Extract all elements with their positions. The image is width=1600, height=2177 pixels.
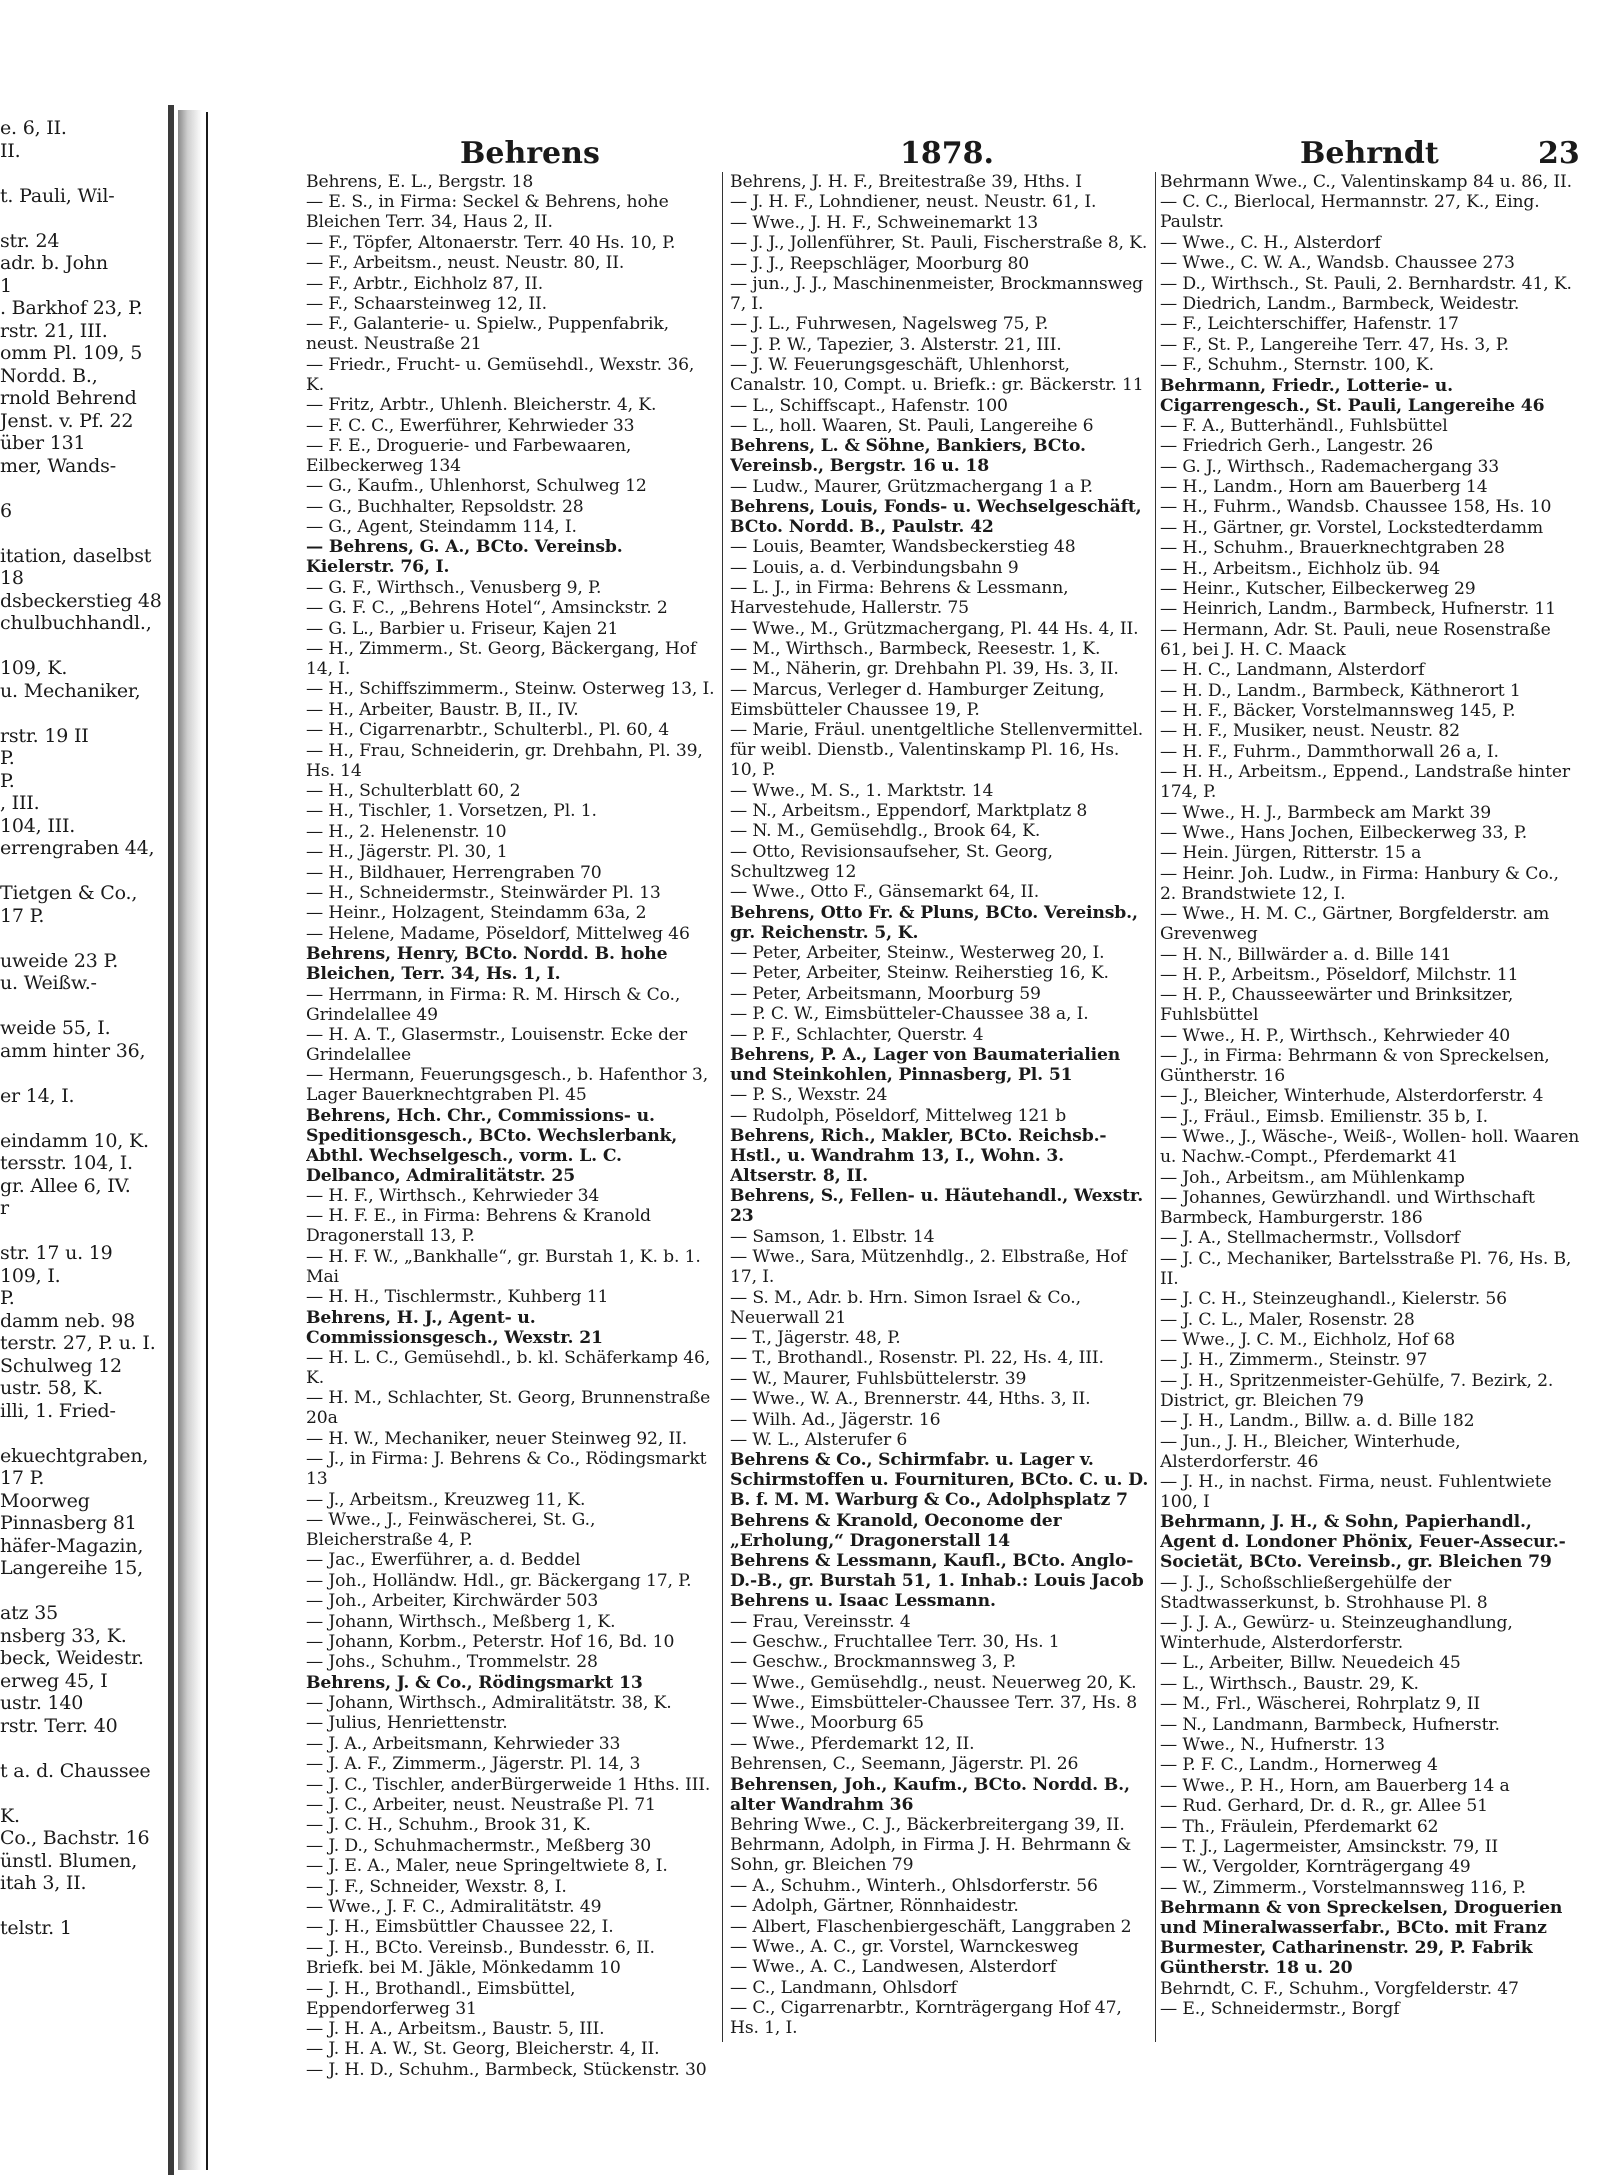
directory-entry: — H., Arbeiter, Baustr. B, II., IV. [306, 699, 579, 720]
directory-entry: — Frau, Vereinsstr. 4 [730, 1611, 911, 1632]
left-page-line: P. [0, 1287, 15, 1309]
directory-entry: — J. F., Schneider, Wexstr. 8, I. [306, 1876, 567, 1897]
directory-entry: — H., Arbeitsm., Eichholz üb. 94 [1160, 558, 1440, 579]
directory-entry: — P. C. W., Eimsbütteler-Chaussee 38 a, I. [730, 1004, 1089, 1025]
directory-entry: — H. C., Landmann, Alsterdorf [1160, 660, 1425, 681]
left-page-line: gr. Allee 6, IV. [0, 1174, 131, 1197]
directory-entry: — H., Frau, Schneiderin, gr. Drehbahn, Pl. 39, Hs. 14 [306, 740, 703, 781]
directory-entry: — J. E. A., Maler, neue Springeltwiete 8, I. [306, 1856, 668, 1877]
directory-entry: — F., Töpfer, Altonaerstr. Terr. 40 Hs. 10, P. [306, 232, 676, 253]
directory-entry: — A., Schuhm., Winterh., Ohlsdorferstr. 56 [730, 1875, 1098, 1896]
directory-entry: Behrens, Otto Fr. & Pluns, BCto. Vereinsb., gr. Reichenstr. 5, K. [730, 902, 1138, 943]
directory-entry: — N., Arbeitsm., Eppendorf, Marktplatz 8 [730, 800, 1088, 821]
directory-entry: — Behrens, G. A., BCto. Vereinsb. Kielerstr. 76, I. [306, 537, 623, 578]
directory-entry: — G. L., Barbier u. Friseur, Kajen 21 [306, 618, 619, 639]
directory-entry: — J., Fräul., Eimsb. Emilienstr. 35 b, I. [1160, 1106, 1488, 1127]
left-page-line: rstr. Terr. 40 [0, 1714, 118, 1737]
left-page-line: über 131 [0, 432, 86, 454]
directory-entry: Behrens & Kranold, Oeconome der „Erholung,“ Dragonerstall 14 [730, 1510, 1062, 1551]
directory-entry: — E., Schneidermstr., Borgf [1160, 1998, 1400, 2019]
directory-entry: — Wwe., J., Feinwäscherei, St. G., Bleicherstraße 4, P. [306, 1509, 596, 1550]
directory-entry: — G. F., Wirthsch., Venusberg 9, P. [306, 577, 602, 598]
directory-entry: — H. P., Arbeitsm., Pöseldorf, Milchstr. 11 [1160, 964, 1519, 985]
page-header [300, 136, 1580, 176]
directory-entry: Behrmann, Friedr., Lotterie- u. Cigarrengesch., St. Pauli, Langereihe 46 [1160, 375, 1545, 416]
directory-entry: — P. S., Wexstr. 24 [730, 1085, 888, 1106]
directory-entry: — jun., J. J., Maschinenmeister, Brockmannsweg 7, I. [730, 273, 1143, 314]
directory-entry: — Wwe., H. M. C., Gärtner, Borgfelderstr. am Grevenweg [1160, 904, 1550, 945]
left-page-line: Schulweg 12 [0, 1354, 122, 1377]
directory-entry: — J., in Firma: Behrmann & von Spreckelsen, Güntherstr. 16 [1160, 1046, 1550, 1087]
directory-entry: — Wwe., H. P., Wirthsch., Kehrwieder 40 [1160, 1025, 1511, 1046]
left-page-line: chulbuchhandl., [0, 612, 152, 634]
directory-entry: — W., Vergolder, Kornträgergang 49 [1160, 1857, 1471, 1878]
left-page-line: weide 55, I. [0, 1017, 111, 1039]
left-page-line: u. Mechaniker, [0, 679, 141, 702]
directory-entry: — Friedr., Frucht- u. Gemüsehdl., Wexstr. 36, K. [306, 354, 695, 395]
directory-entry: — Louis, Beamter, Wandsbeckerstieg 48 [730, 537, 1076, 558]
directory-entry: — Joh., Arbeiter, Kirchwärder 503 [306, 1591, 599, 1612]
directory-entry: — J. D., Schuhmachermstr., Meßberg 30 [306, 1835, 652, 1856]
directory-entry: — J. P. W., Tapezier, 3. Alsterstr. 21, III. [730, 334, 1062, 355]
directory-entry: Behrensen, Joh., Kaufm., BCto. Nordd. B., alter Wandrahm 36 [730, 1774, 1130, 1815]
left-page-line: 1 [0, 274, 12, 297]
directory-entry: Behrens, Hch. Chr., Commissions- u. Speditionsgesch., BCto. Wechslerbank, Abthl. Wechselgesch., vorm. L. C. Delbanco, Admiralitätstr. 25 [306, 1105, 678, 1186]
directory-entry: — H. M., Schlachter, St. Georg, Brunnenstraße 20a [306, 1388, 711, 1429]
directory-entry: — J. W. Feuerungsgeschäft, Uhlenhorst, Canalstr. 10, Compt. u. Briefk.: gr. Bäckerstr. 11 [730, 355, 1144, 396]
left-page-line: tersstr. 104, I. [0, 1152, 133, 1174]
directory-entry: — Wwe., H. J., Barmbeck am Markt 39 [1160, 802, 1491, 823]
directory-entry: — Fritz, Arbtr., Uhlenh. Bleicherstr. 4, K. [306, 395, 657, 416]
directory-entry: — Johs., Schuhm., Trommelstr. 28 [306, 1652, 598, 1673]
directory-entry: — Wilh. Ad., Jägerstr. 16 [730, 1409, 941, 1430]
directory-entry: — P. F., Schlachter, Querstr. 4 [730, 1024, 984, 1045]
directory-entry: — J., in Firma: J. Behrens & Co., Rödingsmarkt 13 [306, 1449, 707, 1490]
left-page-line: telstr. 1 [0, 1917, 72, 1939]
directory-entry: — Jun., J. H., Bleicher, Winterhude, Alsterdorferstr. 46 [1160, 1431, 1461, 1472]
directory-entry: — T., Brothandl., Rosenstr. Pl. 22, Hs. 4, III. [730, 1348, 1104, 1369]
directory-entry: — F., Galanterie- u. Spielw., Puppenfabrik, neust. Neustraße 21 [306, 314, 669, 355]
directory-entry: — J. A., Arbeitsmann, Kehrwieder 33 [306, 1733, 621, 1754]
directory-entry: — L., holl. Waaren, St. Pauli, Langereihe 6 [730, 415, 1094, 436]
directory-column-2 [730, 172, 1150, 2162]
left-page-line: P. [0, 747, 15, 769]
left-page-line: Pinnasberg 81 [0, 1512, 137, 1534]
directory-entry: Behrens, H. J., Agent- u. Commissionsgesch., Wexstr. 21 [306, 1307, 603, 1348]
left-page-line: II. [0, 139, 21, 162]
directory-entry: Behrmann, J. H., & Sohn, Papierhandl., Agent d. Londoner Phönix, Feuer-Assecur.-Societät, BCto. Vereinsb., gr. Bleichen 79 [1160, 1512, 1566, 1573]
directory-entry: — F., Arbeitsm., neust. Neustr. 80, II. [306, 253, 625, 274]
directory-entry: — J. J., Schoßschließergehülfe der Stadtwasserkunst, b. Strohhause Pl. 8 [1160, 1572, 1488, 1613]
directory-entry: — Johann, Wirthsch., Admiralitätstr. 38, K. [306, 1693, 672, 1714]
directory-entry: — F., Leichterschiffer, Hafenstr. 17 [1160, 314, 1459, 335]
directory-entry: — J. H., Eimsbüttler Chaussee 22, I. [306, 1917, 614, 1938]
directory-entry: — S. M., Adr. b. Hrn. Simon Israel & Co., Neuerwall 21 [730, 1287, 1081, 1328]
directory-entry: Behrens & Lessmann, Kaufl., BCto. Anglo-D.-B., gr. Burstah 51, 1. Inhab.: Louis Jacob Behrens u. Isaac Lessmann. [730, 1551, 1144, 1612]
directory-entry: — W. L., Alsterufer 6 [730, 1429, 908, 1450]
directory-entry: — H. F., Wirthsch., Kehrwieder 34 [306, 1186, 600, 1207]
left-page-line: mer, Wands- [0, 454, 116, 477]
left-page-line: 6 [0, 499, 12, 522]
directory-entry: — L., Wirthsch., Baustr. 29, K. [1160, 1673, 1419, 1694]
left-page-line: adr. b. John [0, 252, 108, 274]
directory-entry: — H. W., Mechaniker, neuer Steinweg 92, II. [306, 1428, 688, 1449]
directory-entry: Behring Wwe., C. J., Bäckerbreitergang 39, II. [730, 1815, 1125, 1836]
directory-entry: — Hein. Jürgen, Ritterstr. 15 a [1160, 843, 1422, 864]
directory-entry: — J. A. F., Zimmerm., Jägerstr. Pl. 14, 3 [306, 1754, 641, 1775]
directory-entry: Behrens, L. & Söhne, Bankiers, BCto. Vereinsb., Bergstr. 16 u. 18 [730, 436, 1086, 477]
directory-entry: — J. H., Spritzenmeister-Gehülfe, 7. Bezirk, 2. District, gr. Bleichen 79 [1160, 1370, 1554, 1411]
left-page-line: itation, daselbst [0, 544, 152, 567]
directory-entry: — Heinr., Kutscher, Eilbeckerweg 29 [1160, 579, 1476, 600]
directory-entry: — T., Jägerstr. 48, P. [730, 1328, 901, 1349]
directory-entry: Behrens, S., Fellen- u. Häutehandl., Wexstr. 23 [730, 1186, 1144, 1227]
directory-entry: Behrmann & von Spreckelsen, Droguerien und Mineralwasserfabr., BCto. mit Franz Burmester, Catharinenstr. 29, P. Fabrik Güntherstr. 18 u. 20 [1160, 1898, 1563, 1979]
left-page-line: rnold Behrend [0, 387, 137, 409]
left-page-line: 109, I. [0, 1264, 61, 1287]
directory-entry: — G. F. C., „Behrens Hotel“, Amsinckstr. 2 [306, 598, 668, 619]
left-page-line: u. Weißw.- [0, 972, 97, 994]
left-page-line: Jenst. v. Pf. 22 [0, 409, 134, 432]
directory-entry: — Hermann, Feuerungsgesch., b. Hafenthor 3, Lager Bauerknechtgraben Pl. 45 [306, 1065, 709, 1106]
directory-entry: — H., Fuhrm., Wandsb. Chaussee 158, Hs. 10 [1160, 497, 1552, 518]
directory-entry: — H., 2. Helenenstr. 10 [306, 821, 507, 842]
left-page-line: ünstl. Blumen, [0, 1849, 138, 1872]
directory-entry: — J. L., Fuhrwesen, Nagelsweg 75, P. [730, 314, 1049, 335]
left-page-line: atz 35 [0, 1602, 58, 1624]
directory-entry: — Herrmann, in Firma: R. M. Hirsch & Co., Grindelallee 49 [306, 984, 681, 1025]
left-page-line: ustr. 140 [0, 1692, 84, 1714]
left-page-line: beck, Weidestr. [0, 1647, 144, 1669]
directory-entry: — H. D., Landm., Barmbeck, Käthnerort 1 [1160, 680, 1521, 701]
directory-entry: — J. H., Zimmerm., Steinstr. 97 [1160, 1350, 1428, 1371]
directory-entry: — C., Landmann, Ohlsdorf [730, 1977, 957, 1998]
directory-entry: — Wwe., M. S., 1. Marktstr. 14 [730, 780, 994, 801]
left-page-line: er 14, I. [0, 1084, 75, 1107]
directory-entry: — J. H., Brothandl., Eimsbüttel, Eppendorferweg 31 [306, 1978, 576, 2019]
directory-entry: — G., Kaufm., Uhlenhorst, Schulweg 12 [306, 476, 647, 497]
directory-entry: Behrens, E. L., Bergstr. 18 [306, 172, 534, 192]
directory-entry: — Wwe., W. A., Brennerstr. 44, Hths. 3, II. [730, 1389, 1091, 1410]
directory-entry: — W., Zimmerm., Vorstelmannsweg 116, P. [1160, 1877, 1526, 1898]
directory-entry: — Peter, Arbeiter, Steinw. Reiherstieg 16, K. [730, 963, 1109, 984]
directory-entry: — Albert, Flaschenbiergeschäft, Langgraben 2 [730, 1916, 1132, 1937]
directory-entry: — Wwe., C. W. A., Wandsb. Chaussee 273 [1160, 253, 1515, 274]
column-divider [722, 172, 723, 2042]
left-page-line: ustr. 58, K. [0, 1377, 103, 1399]
directory-entry: — Friedrich Gerh., Langestr. 26 [1160, 436, 1434, 457]
directory-entry: — J. H., Landm., Billw. a. d. Bille 182 [1160, 1411, 1475, 1432]
directory-entry: Behrndt, C. F., Schuhm., Vorgfelderstr. 47 [1160, 1978, 1519, 1999]
directory-entry: Behrens, Louis, Fonds- u. Wechselgeschäft, BCto. Nordd. B., Paulstr. 42 [730, 497, 1142, 538]
directory-entry: Behrens & Co., Schirmfabr. u. Lager v. Schirmstoffen u. Fournituren, BCto. C. u. D. B. f. M. M. Warburg & Co., Adolphsplatz 7 [730, 1450, 1149, 1511]
directory-entry: — Peter, Arbeitsmann, Moorburg 59 [730, 983, 1041, 1004]
directory-entry: — Heinr., Holzagent, Steindamm 63a, 2 [306, 903, 647, 924]
directory-entry: — F. C. C., Ewerführer, Kehrwieder 33 [306, 415, 635, 436]
directory-entry: — Louis, a. d. Verbindungsbahn 9 [730, 557, 1019, 578]
directory-entry: — H., Landm., Horn am Bauerberg 14 [1160, 477, 1488, 498]
page-edge-line [206, 112, 208, 2170]
directory-entry: — H. F., Fuhrm., Dammthorwall 26 a, I. [1160, 741, 1499, 762]
directory-entry: — H., Schiffszimmerm., Steinw. Osterweg 13, I. [306, 679, 715, 700]
left-page-line: Langereihe 15, [0, 1557, 143, 1579]
directory-entry: — H. H., Arbeitsm., Eppend., Landstraße hinter 174, P. [1160, 762, 1570, 803]
left-page-line: dsbeckerstieg 48 [0, 589, 162, 612]
left-page-line: omm Pl. 109, 5 [0, 342, 143, 364]
directory-entry: — F. A., Butterhändl., Fuhlsbüttel [1160, 415, 1448, 436]
left-page-line: Co., Bachstr. 16 [0, 1827, 150, 1849]
left-page-line: 18 [0, 567, 24, 589]
left-page-line: r [0, 1197, 9, 1219]
directory-entry: — H., Schuhm., Brauerknechtgraben 28 [1160, 538, 1505, 559]
directory-entry: Behrmann, Adolph, in Firma J. H. Behrmann & Sohn, gr. Bleichen 79 [730, 1835, 1132, 1876]
directory-entry: — J. C., Arbeiter, neust. Neustraße Pl. 71 [306, 1795, 656, 1816]
directory-entry: — H. F. W., „Bankhalle“, gr. Burstah 1, K. b. 1. Mai [306, 1246, 701, 1287]
left-page-line: itah 3, II. [0, 1872, 87, 1894]
left-page-line: errengraben 44, [0, 837, 155, 859]
directory-entry: — Diedrich, Landm., Barmbeck, Weidestr. [1160, 293, 1520, 314]
directory-entry: — H. F. E., in Firma: Behrens & Kranold Dragonerstall 13, P. [306, 1206, 651, 1247]
directory-entry: — N., Landmann, Barmbeck, Hufnerstr. [1160, 1714, 1500, 1735]
directory-entry: — H. F., Bäcker, Vorstelmannsweg 145, P. [1160, 700, 1516, 721]
header-right-name: Behrndt [1300, 136, 1439, 171]
left-page-line: rstr. 21, III. [0, 319, 108, 342]
directory-entry: — J. J. A., Gewürz- u. Steinzeughandlung, Winterhude, Alsterdorferstr. [1160, 1613, 1513, 1654]
directory-entry: — Wwe., M., Grützmachergang, Pl. 44 Hs. 4, II. [730, 618, 1139, 639]
directory-column-3 [1160, 172, 1580, 2162]
directory-entry: — Joh., Holländw. Hdl., gr. Bäckergang 17, P. [306, 1570, 692, 1591]
directory-entry: — Wwe., Sara, Mützenhdlg., 2. Elbstraße, Hof 17, I. [730, 1247, 1127, 1288]
directory-entry: — Johann, Wirthsch., Meßberg 1, K. [306, 1611, 616, 1632]
left-page-line: P. [0, 769, 15, 792]
directory-entry: Behrens, J. & Co., Rödingsmarkt 13 [306, 1672, 643, 1693]
directory-entry: — Wwe., C. H., Alsterdorf [1160, 232, 1381, 253]
directory-entry: — H., Cigarrenarbtr., Schulterbl., Pl. 60, 4 [306, 720, 670, 741]
left-page-line: 104, III. [0, 814, 76, 837]
left-page-line: illi, 1. Fried- [0, 1399, 116, 1422]
directory-entry: — J. C. L., Maler, Rosenstr. 28 [1160, 1309, 1415, 1330]
directory-entry: — J. J., Reepschläger, Moorburg 80 [730, 253, 1030, 274]
directory-entry: — Geschw., Fruchtallee Terr. 30, Hs. 1 [730, 1631, 1060, 1652]
directory-entry: — M., Wirthsch., Barmbeck, Reesestr. 1, K. [730, 639, 1101, 660]
directory-entry: — Wwe., A. C., Landwesen, Alsterdorf [730, 1957, 1057, 1978]
directory-entry: — Wwe., A. C., gr. Vorstel, Warnckesweg [730, 1937, 1079, 1957]
directory-entry: — Rud. Gerhard, Dr. d. R., gr. Allee 51 [1160, 1796, 1488, 1817]
directory-entry: — J. C. H., Steinzeughandl., Kielerstr. 56 [1160, 1289, 1507, 1310]
directory-entry: — F., St. P., Langereihe Terr. 47, Hs. 3, P. [1160, 334, 1509, 355]
directory-entry: — L., Schiffscapt., Hafenstr. 100 [730, 395, 1008, 416]
directory-entry: — F., Arbtr., Eichholz 87, II. [306, 273, 544, 294]
directory-entry: — Wwe., Eimsbütteler-Chaussee Terr. 37, Hs. 8 [730, 1693, 1137, 1714]
left-page-line: 17 P. [0, 904, 45, 927]
directory-entry: — G., Agent, Steindamm 114, I. [306, 517, 577, 538]
directory-entry: — J. H. A., Arbeitsm., Baustr. 5, III. [306, 2018, 605, 2039]
directory-entry: — H., Zimmerm., St. Georg, Bäckergang, Hof 14, I. [306, 639, 697, 680]
directory-entry: — H. A. T., Glasermstr., Louisenstr. Ecke der Grindelallee [306, 1024, 687, 1065]
directory-entry: — E. S., in Firma: Seckel & Behrens, hohe Bleichen Terr. 34, Haus 2, II. [306, 192, 669, 233]
directory-entry: — Geschw., Brockmannsweg 3, P. [730, 1652, 1017, 1673]
directory-entry: — Th., Fräulein, Pferdemarkt 62 [1160, 1816, 1439, 1837]
directory-entry: — M., Näherin, gr. Drehbahn Pl. 39, Hs. 3, II. [730, 659, 1119, 680]
directory-column-1 [306, 172, 716, 2162]
column-divider [1155, 172, 1156, 2042]
book-gutter-fold [178, 110, 202, 2170]
directory-entry: — J. H. D., Schuhm., Barmbeck, Stückenstr. 30 [306, 2059, 707, 2080]
directory-entry: — Jac., Ewerführer, a. d. Beddel [306, 1550, 581, 1571]
left-page-line: . Barkhof 23, P. [0, 297, 143, 319]
directory-entry: — Ludw., Maurer, Grützmachergang 1 a P. [730, 476, 1093, 497]
left-page-line: ekuechtgraben, [0, 1444, 149, 1467]
directory-entry: — J. J., Jollenführer, St. Pauli, Fischerstraße 8, K. [730, 233, 1148, 254]
directory-entry: — Wwe., J., Wäsche-, Weiß-, Wollen- holl. Waaren u. Nachw.-Compt., Pferdemarkt 41 [1160, 1127, 1580, 1168]
left-page-line: uweide 23 P. [0, 949, 119, 972]
directory-entry: — H. H., Tischlermstr., Kuhberg 11 [306, 1287, 609, 1308]
directory-entry: — Helene, Madame, Pöseldorf, Mittelweg 46 [306, 923, 690, 944]
directory-entry: — Adolph, Gärtner, Rönnhaidestr. [730, 1896, 1019, 1917]
directory-entry: — J. C. H., Schuhm., Brook 31, K. [306, 1815, 591, 1836]
directory-entry: — Marcus, Verleger d. Hamburger Zeitung, Eimsbütteler Chaussee 19, P. [730, 679, 1105, 720]
directory-entry: — H. F., Musiker, neust. Neustr. 82 [1160, 721, 1460, 742]
directory-entry: — Wwe., Hans Jochen, Eilbeckerweg 33, P. [1160, 822, 1528, 843]
left-page-line: terstr. 27, P. u. I. [0, 1332, 156, 1354]
directory-entry: — H., Tischler, 1. Vorsetzen, Pl. 1. [306, 801, 597, 822]
directory-entry: — Heinr. Joh. Ludw., in Firma: Hanbury & Co., 2. Brandstwiete 12, I. [1160, 863, 1559, 904]
directory-entry: — Wwe., Moorburg 65 [730, 1713, 924, 1734]
directory-entry: — T. J., Lagermeister, Amsinckstr. 79, II [1160, 1837, 1498, 1857]
directory-entry: — H., Jägerstr. Pl. 30, 1 [306, 842, 508, 863]
left-page-line: Moorweg [0, 1489, 90, 1512]
directory-entry: — C. C., Bierlocal, Hermannstr. 27, K., Eing. Paulstr. [1160, 192, 1540, 233]
directory-entry: — Wwe., Gemüsehdlg., neust. Neuerweg 20, K. [730, 1672, 1137, 1693]
directory-entry: — J., Arbeitsm., Kreuzweg 11, K. [306, 1489, 586, 1510]
directory-entry: — Hermann, Adr. St. Pauli, neue Rosenstraße 61, bei J. H. C. Maack [1160, 619, 1551, 660]
directory-entry: — J. C., Tischler, anderBürgerweide 1 Hths. III. [306, 1774, 711, 1795]
directory-entry: — Wwe., Otto F., Gänsemarkt 64, II. [730, 882, 1040, 903]
directory-entry: — J., Bleicher, Winterhude, Alsterdorferstr. 4 [1160, 1086, 1544, 1107]
directory-entry: — Peter, Arbeiter, Steinw., Westerweg 20, I. [730, 942, 1105, 963]
directory-entry: — M., Frl., Wäscherei, Rohrplatz 9, II [1160, 1694, 1481, 1715]
directory-entry: — J. A., Stellmachermstr., Vollsdorf [1160, 1228, 1460, 1249]
directory-entry: Behrens, Henry, BCto. Nordd. B. hohe Bleichen, Terr. 34, Hs. 1, I. [306, 944, 668, 985]
directory-entry: — Heinrich, Landm., Barmbeck, Hufnerstr. 11 [1160, 599, 1556, 620]
page-number: 23 [1538, 136, 1580, 171]
directory-entry: — H., Schulterblatt 60, 2 [306, 780, 521, 801]
directory-entry: — J. H. A. W., St. Georg, Bleicherstr. 4, II. [306, 2039, 660, 2060]
directory-entry: — J. H., in nachst. Firma, neust. Fuhlentwiete 100, I [1160, 1471, 1552, 1512]
header-left-name: Behrens [460, 136, 600, 171]
directory-entry: — F. E., Droguerie- und Farbewaaren, Eilbeckerweg 134 [306, 435, 632, 476]
directory-entry: — H., Bildhauer, Herrengraben 70 [306, 862, 602, 883]
directory-entry: — F., Schaarsteinweg 12, II. [306, 293, 547, 314]
directory-entry: — C., Cigarrenarbtr., Kornträgergang Hof 47, Hs. 1, I. [730, 1998, 1122, 2039]
directory-entry: Behrens, J. H. F., Breitestraße 39, Hths. I [730, 172, 1082, 192]
left-page-line: Nordd. B., [0, 364, 98, 387]
left-page-line: erweg 45, I [0, 1669, 108, 1692]
directory-entry: Behrmann Wwe., C., Valentinskamp 84 u. 86, II. [1160, 172, 1572, 192]
left-page-line: damm neb. 98 [0, 1309, 136, 1332]
header-year: 1878. [900, 136, 994, 171]
directory-entry: — Wwe., J. H. F., Schweinemarkt 13 [730, 212, 1039, 233]
left-page-line: str. 24 [0, 229, 60, 252]
left-page-line: t. Pauli, Wil- [0, 184, 115, 207]
directory-entry: — W., Maurer, Fuhlsbüttelerstr. 39 [730, 1368, 1027, 1389]
directory-entry: Behrens, P. A., Lager von Baumaterialien und Steinkohlen, Pinnasberg, Pl. 51 [730, 1044, 1121, 1085]
directory-entry: — H. P., Chausseewärter und Brinksitzer, Fuhlsbüttel [1160, 985, 1514, 1026]
left-page-line: 17 P. [0, 1467, 45, 1489]
left-page-line: Tietgen & Co., [0, 882, 138, 904]
directory-entry: Briefk. bei M. Jäkle, Mönkedamm 10 [306, 1958, 621, 1979]
directory-entry: — Julius, Henriettenstr. [306, 1713, 508, 1734]
directory-entry: — J. C., Mechaniker, Bartelsstraße Pl. 76, Hs. B, II. [1160, 1248, 1572, 1289]
directory-entry: — Rudolph, Pöseldorf, Mittelweg 121 b [730, 1105, 1067, 1126]
directory-entry: — G. J., Wirthsch., Rademachergang 33 [1160, 456, 1500, 477]
directory-entry: — H. L. C., Gemüsehdl., b. kl. Schäferkamp 46, K. [306, 1348, 711, 1389]
left-page-line: , III. [0, 792, 40, 814]
left-page-line: str. 17 u. 19 [0, 1242, 113, 1264]
left-page-line: K. [0, 1804, 20, 1827]
directory-entry: — Wwe., J. C. M., Eichholz, Hof 68 [1160, 1329, 1456, 1350]
left-page-line: 109, K. [0, 657, 68, 679]
directory-entry: — Wwe., N., Hufnerstr. 13 [1160, 1735, 1385, 1756]
directory-entry: — Joh., Arbeitsm., am Mühlenkamp [1160, 1167, 1465, 1188]
directory-entry: — H., Gärtner, gr. Vorstel, Lockstedterdamm [1160, 517, 1543, 538]
directory-entry: — P. F. C., Landm., Hornerweg 4 [1160, 1755, 1438, 1776]
directory-entry: — L. J., in Firma: Behrens & Lessmann, Harvestehude, Hallerstr. 75 [730, 578, 1069, 619]
left-page-line: eindamm 10, K. [0, 1129, 149, 1152]
left-page-line: e. 6, II. [0, 118, 67, 139]
directory-entry: — N. M., Gemüsehdlg., Brook 64, K. [730, 821, 1041, 842]
directory-entry: — Marie, Fräul. unentgeltliche Stellenvermittel. für weibl. Dienstb., Valentinskamp Pl. 16, Hs. 10, P. [730, 720, 1144, 781]
left-page-line: rstr. 19 II [0, 724, 89, 747]
directory-entry: — Otto, Revisionsaufseher, St. Georg, Schultzweg 12 [730, 841, 1053, 882]
directory-entry: — J. H., BCto. Vereinsb., Bundesstr. 6, II. [306, 1937, 655, 1958]
directory-entry: — H., Schneidermstr., Steinwärder Pl. 13 [306, 882, 661, 903]
directory-entry: — J. H. F., Lohndiener, neust. Neustr. 61, I. [730, 192, 1097, 213]
directory-entry: — G., Buchhalter, Repsoldstr. 28 [306, 496, 584, 517]
directory-entry: — Wwe., P. H., Horn, am Bauerberg 14 a [1160, 1775, 1510, 1796]
directory-entry: — Johann, Korbm., Peterstr. Hof 16, Bd. 10 [306, 1631, 675, 1652]
directory-entry: Behrens, Rich., Makler, BCto. Reichsb.-Hstl., u. Wandrahm 13, I., Wohn. 3. Altserstr. 8, II. [730, 1126, 1107, 1187]
left-page-line: nsberg 33, K. [0, 1624, 127, 1647]
left-page-line: amm hinter 36, [0, 1039, 146, 1062]
directory-entry: — F., Schuhm., Sternstr. 100, K. [1160, 355, 1434, 376]
left-page-line: häfer-Magazin, [0, 1534, 144, 1557]
left-page-fragment [0, 118, 165, 2158]
directory-entry: — Wwe., Pferdemarkt 12, II. [730, 1733, 975, 1754]
directory-entry: Behrensen, C., Seemann, Jägerstr. Pl. 26 [730, 1754, 1079, 1775]
directory-entry: — Wwe., J. F. C., Admiralitätstr. 49 [306, 1897, 602, 1917]
book-gutter-shadow [168, 105, 174, 2175]
directory-entry: — Samson, 1. Elbstr. 14 [730, 1226, 935, 1247]
directory-entry: — D., Wirthsch., St. Pauli, 2. Bernhardstr. 41, K. [1160, 273, 1572, 294]
directory-entry: — H. N., Billwärder a. d. Bille 141 [1160, 944, 1452, 965]
left-page-line: t a. d. Chaussee [0, 1759, 151, 1782]
directory-entry: — L., Arbeiter, Billw. Neuedeich 45 [1160, 1653, 1461, 1674]
directory-entry: — Johannes, Gewürzhandl. und Wirthschaft Barmbeck, Hamburgerstr. 186 [1160, 1188, 1535, 1229]
